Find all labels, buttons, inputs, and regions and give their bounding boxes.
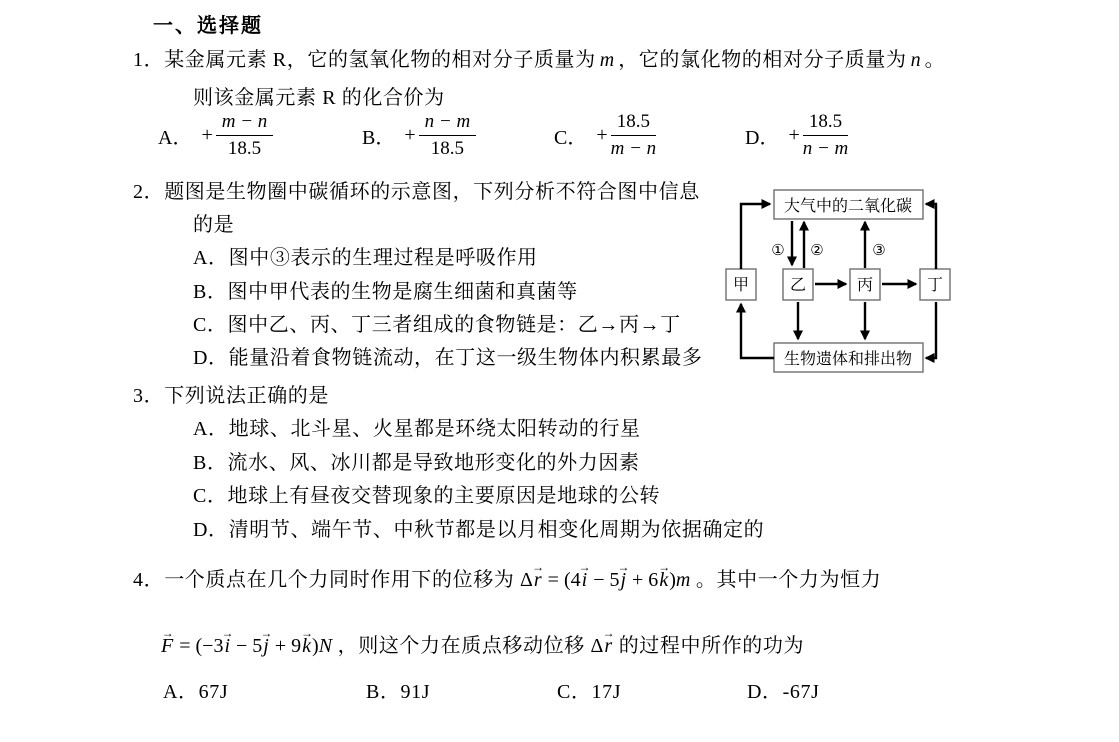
q1-option-a-fraction xyxy=(216,112,274,159)
q1-option-c-sign: + xyxy=(596,123,608,146)
q1-stem-text-3: 。 xyxy=(924,49,946,71)
q2-option-b: B．图中甲代表的生物是腐生细菌和真菌等 xyxy=(193,281,578,303)
displacement-formula xyxy=(520,569,690,591)
q1-option-d xyxy=(745,112,848,159)
vector-term: k → xyxy=(302,633,311,659)
vector-term: r → xyxy=(604,633,612,659)
q1-option-c xyxy=(554,112,656,159)
q3-stem: 3．下列说法正确的是 xyxy=(133,385,329,407)
q1-option-a xyxy=(158,112,273,159)
q4-option-d: D．-67J xyxy=(747,681,820,703)
q3-option-d: D．清明节、端午节、中秋节都是以月相变化周期为依据确定的 xyxy=(193,519,765,541)
carbon-cycle-diagram xyxy=(712,183,957,388)
fraction-denominator: m − n xyxy=(610,137,657,159)
fraction-denominator: n − m xyxy=(802,137,849,159)
formula-term: + 9 xyxy=(269,635,302,657)
formula-term: Δ xyxy=(520,569,533,591)
formula-term: ) xyxy=(669,569,676,591)
yi-label: 乙 xyxy=(789,277,807,294)
vector-term: i → xyxy=(224,633,230,659)
force-formula xyxy=(160,635,332,657)
q2-stem-line1: 2．题图是生物圈中碳循环的示意图，下列分析不符合图中信息 xyxy=(133,181,700,203)
q4-stem-line2 xyxy=(160,633,804,659)
fraction-denominator: 18.5 xyxy=(227,137,262,159)
q1-option-d-sign: + xyxy=(788,123,800,146)
q2-option-c: C．图中乙、丙、丁三者组成的食物链是：乙→丙→丁 xyxy=(193,314,681,336)
q4-stem-text-1: 4．一个质点在几个力同时作用下的位移为 xyxy=(133,569,520,591)
fraction-denominator: 18.5 xyxy=(430,137,465,159)
q3-option-a: A．地球、北斗星、火星都是环绕太阳转动的行星 xyxy=(193,418,641,440)
formula-term: Δ xyxy=(590,635,604,657)
vector-term: j → xyxy=(263,633,269,659)
formula-term: ) xyxy=(312,635,319,657)
q1-stem-line2: 则该金属元素 R 的化合价为 xyxy=(193,87,445,109)
ding-label: 丁 xyxy=(926,277,944,294)
formula-term: − 5 xyxy=(588,569,620,591)
q1-option-b-label: B． xyxy=(362,126,396,149)
delta-r-symbol xyxy=(590,635,613,657)
q1-option-b-sign: + xyxy=(404,123,416,146)
q1-option-a-sign: + xyxy=(201,123,213,146)
q2-option-d: D．能量沿着食物链流动，在丁这一级生物体内积累最多 xyxy=(193,347,703,369)
arrow-ding-to-remains xyxy=(926,302,936,358)
q3-option-b: B．流水、风、冰川都是导致地形变化的外力因素 xyxy=(193,452,640,474)
formula-term: m xyxy=(675,569,691,591)
circled-3-label: ③ xyxy=(872,243,886,259)
q3-option-c: C．地球上有昼夜交替现象的主要原因是地球的公转 xyxy=(193,485,661,507)
arrow-remains-to-jia xyxy=(741,304,774,358)
q1-var-n: n xyxy=(910,49,921,71)
jia-label: 甲 xyxy=(732,277,750,294)
bing-label: 丙 xyxy=(856,277,874,294)
fraction-numerator: m − n xyxy=(216,112,274,136)
q1-stem-text-1: 1．某金属元素 R，它的氢氧化物的相对分子质量为 xyxy=(133,49,596,71)
q1-option-d-fraction xyxy=(803,112,849,159)
q4-option-b: B．91J xyxy=(366,681,431,703)
q1-option-c-fraction xyxy=(611,112,657,159)
q4-stem-text-3: ，则这个力在质点移动位移 xyxy=(332,635,591,657)
q1-stem-line1 xyxy=(133,47,945,73)
arrow-ding-to-atmosphere xyxy=(926,204,936,269)
formula-term: N xyxy=(318,635,333,657)
vector-term: F → xyxy=(161,633,173,659)
q4-stem-line1 xyxy=(133,567,881,593)
vector-term: r → xyxy=(534,567,542,593)
vector-term: i → xyxy=(582,567,588,593)
q4-stem-text-4: 的过程中所作的功为 xyxy=(613,635,805,657)
q1-option-b-fraction xyxy=(419,112,477,159)
q1-option-a-label: A． xyxy=(158,126,193,149)
atmosphere-co2-label: 大气中的二氧化碳 xyxy=(783,198,913,215)
q1-option-b xyxy=(362,112,476,159)
section-title: 一、选择题 xyxy=(153,15,263,37)
diagram-arrows xyxy=(741,204,936,358)
q1-option-c-label: C． xyxy=(554,126,588,149)
q4-stem-text-2: 。其中一个力为恒力 xyxy=(690,569,882,591)
q4-option-a: A．67J xyxy=(163,681,229,703)
fraction-numerator: n − m xyxy=(419,112,477,136)
q2-stem-line2: 的是 xyxy=(193,214,235,236)
formula-term: − 5 xyxy=(231,635,263,657)
formula-term: + 6 xyxy=(627,569,659,591)
formula-term: = (−3 xyxy=(174,635,224,657)
arrow-jia-to-atmosphere xyxy=(741,204,770,269)
q1-var-m: m xyxy=(599,49,615,71)
remains-label: 生物遗体和排出物 xyxy=(783,351,913,368)
circled-1-label: ① xyxy=(771,243,785,259)
vector-term: k → xyxy=(659,567,668,593)
q1-option-d-label: D． xyxy=(745,126,780,149)
circled-2-label: ② xyxy=(810,243,824,259)
q1-stem-text-2: ，它的氯化物的相对分子质量为 xyxy=(618,49,907,71)
fraction-numerator: 18.5 xyxy=(611,112,657,136)
fraction-numerator: 18.5 xyxy=(803,112,849,136)
q2-option-a: A．图中③表示的生理过程是呼吸作用 xyxy=(193,247,538,269)
vector-term: j → xyxy=(620,567,626,593)
q4-option-c: C．17J xyxy=(557,681,622,703)
formula-term: = (4 xyxy=(542,569,581,591)
